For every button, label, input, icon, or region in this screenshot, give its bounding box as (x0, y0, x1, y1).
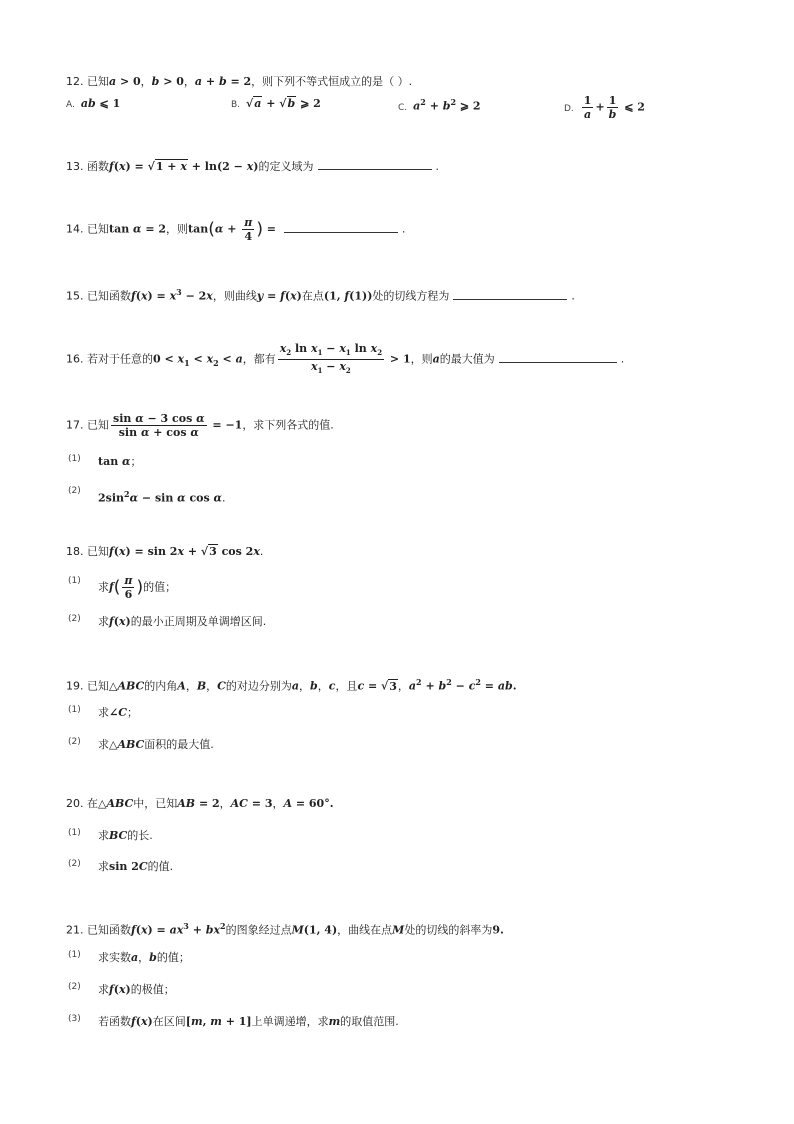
question-text: 处的切线的斜率为 (404, 923, 493, 937)
part-number: (2) (68, 614, 81, 624)
question-text: 在 (87, 797, 98, 810)
question-number: 18. (66, 545, 84, 558)
punctuation: . (401, 222, 406, 236)
option-d[interactable]: D. $\frac{1}{a}$ + $\frac{1}{b}$ ⩽ 2 (564, 94, 645, 121)
part-number: (1) (68, 828, 81, 838)
part-number: (2) (68, 737, 81, 747)
question-number: 19. (66, 679, 84, 693)
part-text: . (221, 491, 226, 505)
part-number: (1) (68, 950, 81, 960)
question-number: 12. (66, 75, 84, 88)
question-17: 17. 已知 $\frac{\text{sin α − 3 cos α}}{\text{sin α + cos α}}$ = −1，求下列各式的值. (66, 412, 334, 439)
question-text: 的定义域为 (258, 160, 314, 173)
part-number: (2) (68, 486, 81, 496)
question-16: 16. 若对于任意的$0 < x_1 < x_2 < a$，都有 $\frac{x_2 \ln x_1 - x_1 \ln x_2}{x_1 - x_2}$ > 1，则a的最大值为 . (66, 342, 625, 376)
question-number: 16. (66, 352, 84, 366)
punctuation: . (435, 160, 439, 173)
question-number: 15. (66, 289, 84, 303)
question-number: 13. (66, 160, 84, 173)
question-21-part-2: (2) 求f(x)的极值； (68, 980, 754, 1000)
question-18: 18. 已知f(x) = sin 2x + √3 cos 2x. (66, 545, 264, 558)
part-text: 的值. (147, 860, 174, 873)
answer-blank[interactable] (318, 157, 432, 170)
question-text: ，则下列不等式恒成立的是（ ）. (251, 75, 413, 88)
question-text: 已知函数 (87, 289, 131, 303)
question-text: ，则 (410, 352, 433, 366)
part-text: 的最小正周期及单调增区间. (130, 615, 267, 628)
part-text: 求 (98, 738, 109, 751)
option-label: A. (66, 100, 75, 110)
question-text: 中，已知 (133, 797, 178, 810)
part-text: 的值； (156, 951, 190, 964)
part-text: 求 (98, 829, 109, 842)
question-21: 21. 已知函数$f(x) = ax^3 + bx^2$的图象经过点M(1, 4)，曲线在点M处的切线的斜率为9. (66, 921, 504, 937)
answer-blank[interactable] (499, 350, 617, 363)
part-text: 的值； (143, 580, 177, 594)
question-21-part-3: (3) 若函数f(x)在区间[m, m + 1]上单调递增，求m的取值范围. (68, 1012, 754, 1032)
part-text: 上单调递增，求 (251, 1015, 329, 1028)
question-text: 已知 (87, 418, 109, 432)
option-label: D. (564, 103, 574, 114)
question-18-part-1: (1) 求f( $\frac{\pi}{6}$ )的值； (68, 574, 754, 601)
part-number: (1) (68, 454, 81, 464)
question-text: 已知 (87, 75, 109, 88)
part-text: 的长. (127, 829, 153, 842)
part-text: 求实数 (98, 951, 131, 964)
question-14: 14. 已知tan α = 2，则tan(α + $\frac{\pi}{4}$ ) = . (66, 216, 406, 243)
part-text: 面积的最大值. (144, 738, 214, 751)
question-text: 若对于任意的 (87, 352, 153, 366)
question-text: 的对边分别为 (225, 679, 292, 693)
question-text: 的图象经过点 (225, 923, 292, 937)
part-text: 的极值； (130, 983, 175, 996)
question-text: . (259, 545, 264, 558)
question-text: 的内角 (144, 679, 178, 693)
part-number: (1) (68, 705, 81, 715)
question-text: ，且 (335, 679, 358, 693)
question-number: 17. (66, 418, 84, 432)
question-19-part-2: (2) 求△ABC面积的最大值. (68, 735, 754, 755)
question-18-part-2: (2) 求f(x)的最小正周期及单调增区间. (68, 612, 754, 632)
question-number: 14. (66, 222, 84, 236)
question-text: ，则曲线 (212, 289, 257, 303)
part-text: 求 (98, 983, 109, 996)
question-12-options (66, 94, 766, 123)
part-text: ； (130, 455, 142, 468)
question-15: 15. 已知函数$f(x) = x^3 - 2x$，则曲线y = f(x)在点(1, f(1))处的切线方程为 . (66, 287, 575, 303)
part-number: (2) (68, 982, 81, 992)
question-20: 20. 在△ABC中，已知AB = 2，AC = 3，A = 60°. (66, 797, 334, 810)
question-text: 函数 (87, 160, 109, 173)
question-text: 在点 (301, 289, 324, 303)
question-number: 20. (66, 797, 84, 810)
part-text: 的取值范围. (340, 1015, 399, 1028)
question-text: ，求下列各式的值. (242, 418, 334, 432)
part-text: ； (126, 706, 138, 719)
part-text: 在区间 (152, 1015, 186, 1028)
question-text: ，都有 (242, 352, 276, 366)
punctuation: . (571, 289, 575, 303)
question-text: 已知 (87, 679, 109, 693)
question-12: 12. 已知a > 0，b > 0，a + b = 2，则下列不等式恒成立的是（ ）. (66, 75, 413, 88)
question-20-part-2: (2) 求sin 2C的值. (68, 857, 754, 877)
option-label: B. (231, 100, 241, 110)
question-13: 13. 函数f(x) = √1 + x + ln(2 − x)的定义域为 . (66, 157, 754, 177)
part-number: (3) (68, 1014, 81, 1024)
question-text: 处的切线方程为 (372, 289, 450, 303)
part-text: 求 (98, 580, 109, 594)
question-text: 已知 (87, 545, 109, 558)
option-b[interactable]: B. √a + √b ⩾ 2 (231, 97, 321, 110)
question-number: 21. (66, 923, 84, 937)
part-text: 求 (98, 706, 109, 719)
option-c[interactable]: C. $a^2 + b^2$ ⩾ 2 (398, 97, 481, 113)
part-text: 求 (98, 860, 109, 873)
option-label: C. (398, 102, 408, 113)
part-number: (1) (68, 576, 81, 586)
part-number: (2) (68, 859, 81, 869)
question-17-part-1: (1) tan α； (68, 452, 754, 472)
question-text: ，曲线在点 (337, 923, 393, 937)
question-17-part-2: $(2)2\sin^2\alpha - \sin \alpha$ cos α. (68, 484, 754, 509)
question-19-part-1: (1) 求∠C； (68, 703, 754, 723)
part-text: 求 (98, 615, 109, 628)
question-text: 的最大值为 (439, 352, 495, 366)
punctuation: . (620, 352, 625, 366)
answer-blank[interactable] (453, 287, 567, 300)
question-21-part-1: (1) 求实数a，b的值； (68, 948, 754, 968)
question-20-part-1: (1) 求BC的长. (68, 826, 754, 846)
part-text: 若函数 (98, 1015, 131, 1028)
question-text: ，则 (166, 222, 189, 236)
answer-blank[interactable] (284, 220, 398, 233)
question-text: 已知 (87, 222, 109, 236)
question-19: 19. 已知△ABC的内角A，B，C的对边分别为a，b，c，且c = √3，$a^2 + b^2 - c^2$ = ab. (66, 677, 517, 693)
question-text: 已知函数 (87, 923, 131, 937)
option-a[interactable]: A. ab ⩽ 1 (66, 97, 121, 110)
